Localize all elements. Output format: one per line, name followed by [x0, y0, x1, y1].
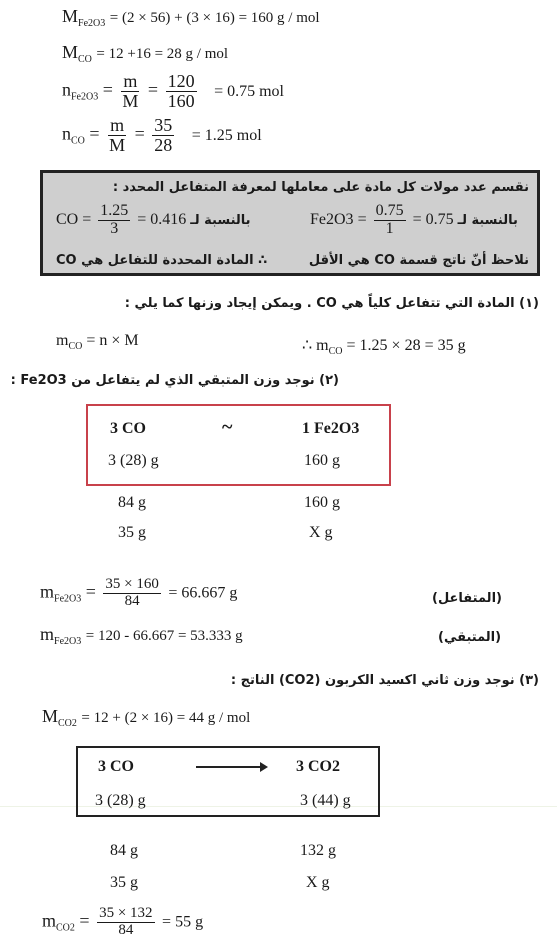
molar-mass-co2	[42, 706, 250, 729]
symbol: m	[56, 332, 69, 349]
box-left-species: 3 CO	[110, 420, 146, 437]
subscript: CO	[328, 346, 343, 357]
equals: =	[85, 581, 96, 602]
molar-mass-fe2o3	[62, 6, 320, 29]
step2-heading: (٢) نوجد وزن المتبقي الذي لم يتفاعل من Fe2O3 :	[10, 373, 339, 388]
subscript: CO	[78, 54, 92, 65]
result: = 66.667 g	[168, 584, 238, 602]
mass-formula	[56, 332, 139, 352]
denominator: 84	[124, 592, 140, 609]
symbol: m	[42, 910, 57, 931]
fraction-m-over-M	[120, 72, 140, 111]
symbol: ∴ m	[302, 337, 329, 354]
expression: = 12 +16 = 28 g / mol	[96, 46, 229, 62]
subscript: CO	[71, 135, 85, 147]
remaining-label: (المتبقي)	[438, 630, 502, 645]
limiting-box-heading: نقسم عدد مولات كل مادة على معاملها لمعرفة المتفاعل المحدد :	[112, 180, 529, 195]
ratio-co	[56, 203, 251, 238]
co2-mass-result	[42, 906, 203, 939]
subscript: CO	[68, 341, 83, 352]
box-right-mass: 160 g	[304, 452, 340, 469]
species: Fe2O3	[310, 210, 354, 228]
denominator: M	[109, 134, 126, 155]
molar-mass-co	[62, 42, 228, 65]
symbol: M	[62, 6, 79, 26]
note-limiting-reagent: ∴ المادة المحددة للتفاعل هي CO	[56, 253, 268, 268]
expression: = 1.25 × 28 = 35 g	[346, 337, 466, 354]
denominator: 3	[110, 219, 119, 237]
denominator: 84	[118, 921, 134, 938]
box-co2-right-species: 3 CO2	[296, 758, 340, 775]
equals: =	[357, 210, 367, 228]
symbol: n	[62, 79, 71, 100]
box-right-species: 1 Fe2O3	[302, 420, 360, 437]
ratio-value: = 0.75	[412, 210, 454, 228]
equals: =	[102, 79, 113, 100]
box-co2-left-species: 3 CO	[98, 758, 134, 775]
numerator: m	[123, 71, 138, 91]
denominator: 28	[154, 134, 173, 155]
result: = 55 g	[162, 913, 204, 931]
arrow-icon	[196, 766, 266, 768]
moles-fe2o3	[62, 72, 284, 111]
reacted-fe2o3-mass	[40, 577, 237, 610]
subscript: Fe2O3	[71, 91, 99, 103]
co2-row-2-left: 35 g	[110, 874, 138, 891]
equals: =	[147, 79, 159, 100]
subscript: Fe2O3	[54, 636, 82, 647]
co2-row-2-right: X g	[306, 874, 330, 891]
numerator: m	[110, 115, 125, 135]
reacted-label: (المتفاعل)	[432, 591, 502, 606]
denominator: 1	[385, 219, 394, 237]
stoichiometry-box-fe2o3	[86, 404, 391, 486]
fraction-values	[166, 72, 197, 111]
proportion-row-2-left: 35 g	[118, 524, 146, 541]
note-smallest-ratio: نلاحظ أنّ ناتج قسمة CO هي الأقل	[308, 253, 529, 268]
subscript: CO2	[58, 718, 77, 729]
step3-heading: (٣) نوجد وزن ثاني اكسيد الكربون (CO2) الناتج :	[230, 673, 539, 688]
expression: = (2 × 56) + (3 × 16) = 160 g / mol	[109, 10, 320, 26]
equals: =	[79, 910, 90, 931]
moles-co	[62, 116, 262, 155]
proportion-row-2-right: X g	[309, 524, 333, 541]
equals: =	[89, 123, 100, 144]
numerator: 35 × 160	[105, 576, 159, 592]
remaining-fe2o3-mass	[40, 624, 243, 647]
numerator: 35 × 132	[99, 905, 153, 921]
denominator: 160	[167, 90, 195, 111]
ratio-value: = 0.416	[137, 210, 187, 228]
ratio-label: بالنسبة لـ	[457, 212, 518, 228]
box-co2-left-mass: 3 (28) g	[95, 792, 146, 809]
numerator: 120	[167, 71, 195, 91]
symbol: M	[42, 706, 59, 726]
subscript: Fe2O3	[54, 593, 82, 605]
co2-row-1-left: 84 g	[110, 842, 138, 859]
subscript: Fe2O3	[78, 18, 106, 29]
fraction-m-over-M	[107, 116, 127, 155]
box-relation: ~	[222, 416, 233, 438]
subscript: CO2	[56, 922, 75, 934]
expression: = 12 + (2 × 16) = 44 g / mol	[81, 710, 251, 726]
proportion-row-1-left: 84 g	[118, 494, 146, 511]
box-co2-right-mass: 3 (44) g	[300, 792, 351, 809]
step1-heading: (١) المادة التي تتفاعل كلياً هي CO . ويمكن إيجاد وزنها كما يلي :	[124, 296, 539, 311]
symbol: m	[40, 581, 55, 602]
numerator: 1.25	[100, 202, 129, 219]
expression: = 120 - 66.667 = 53.333 g	[85, 628, 243, 644]
numerator: 0.75	[375, 202, 404, 219]
species: CO	[56, 210, 79, 228]
denominator: M	[122, 90, 139, 111]
equals: =	[134, 123, 145, 144]
ratio-fraction	[98, 203, 130, 238]
co2-fraction	[97, 906, 154, 939]
result: = 1.25 mol	[191, 126, 262, 144]
reacted-fraction	[103, 577, 160, 610]
symbol: m	[40, 624, 55, 644]
co2-row-1-right: 132 g	[300, 842, 336, 859]
ratio-fe2o3	[310, 203, 518, 238]
numerator: 35	[154, 115, 173, 135]
symbol: M	[62, 42, 79, 62]
fraction-values	[152, 116, 174, 155]
ratio-fraction	[374, 203, 406, 238]
ratio-label: بالنسبة لـ	[190, 212, 251, 228]
expression: = n × M	[86, 332, 139, 349]
proportion-row-1-right: 160 g	[304, 494, 340, 511]
box-left-mass: 3 (28) g	[108, 452, 159, 469]
mass-co-calc	[302, 335, 466, 357]
equals: =	[82, 210, 92, 228]
symbol: n	[62, 123, 71, 144]
result: = 0.75 mol	[214, 82, 284, 100]
